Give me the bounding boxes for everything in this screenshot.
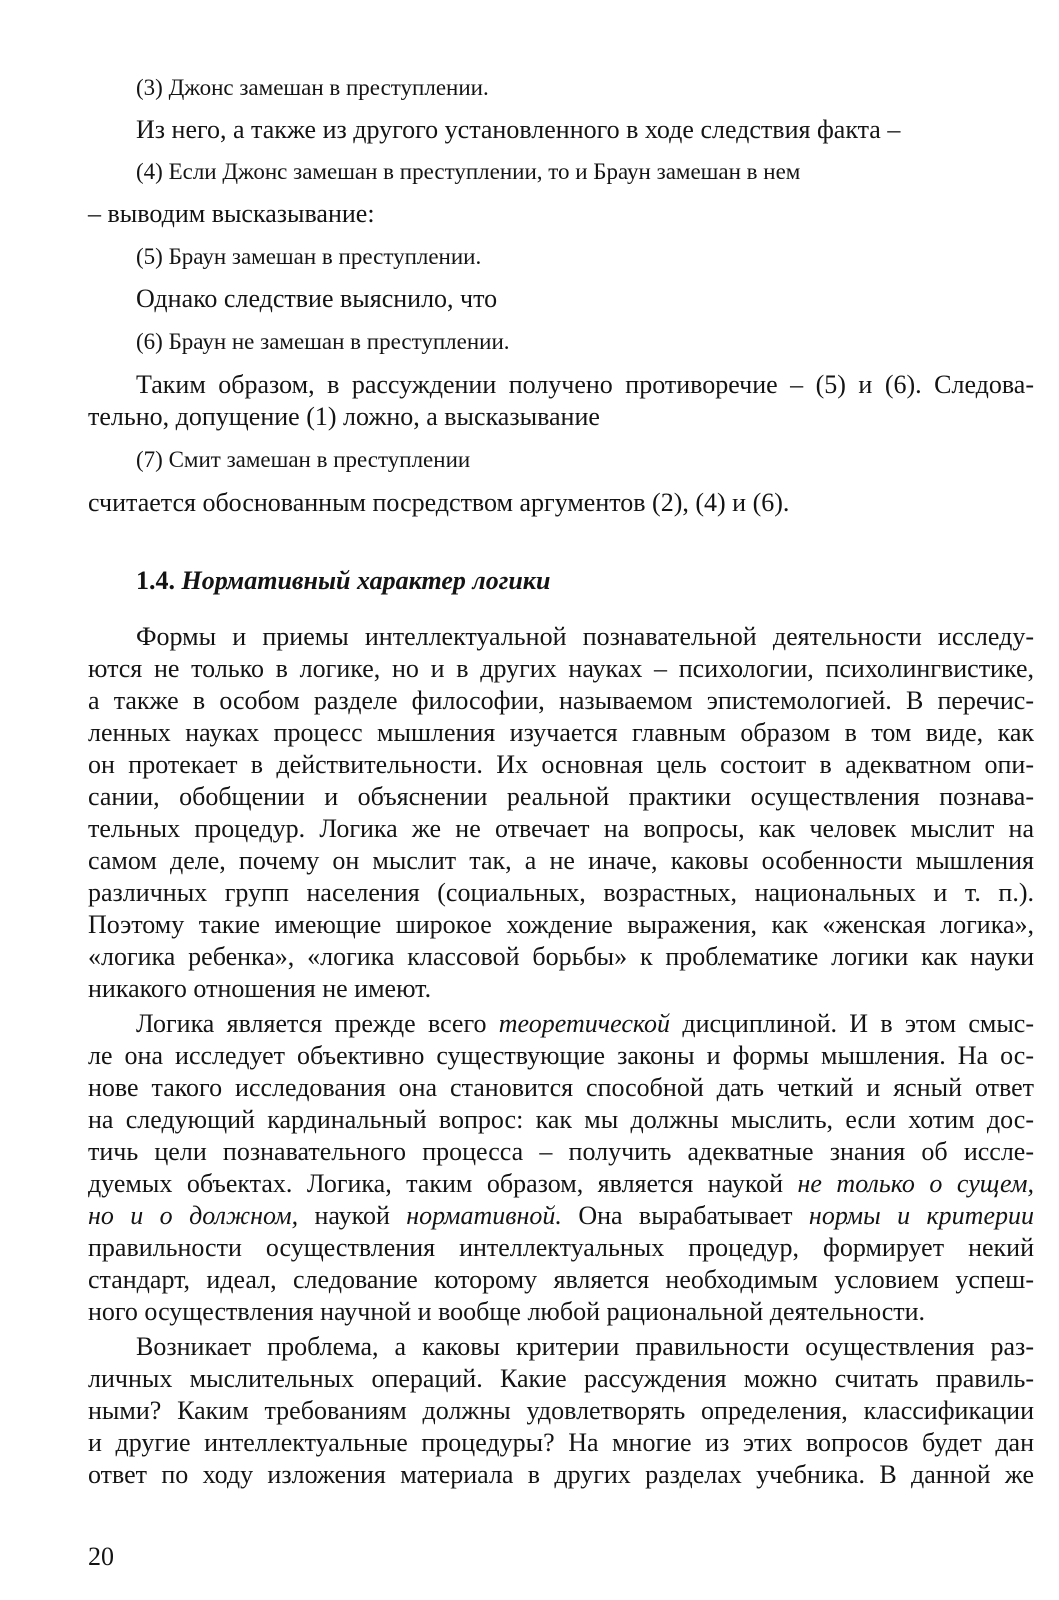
paragraph-1-line: сании, обобщении и объяснении реальной практики осуществления познава- [88, 782, 1034, 811]
text-line: Из него, а также из другого установленного в ходе следствия факта – [136, 115, 901, 144]
paragraph-1-line: он протекает в действительности. Их основная цель состоит в адекватном опи- [88, 750, 1034, 779]
paragraph-2-line: правильности осуществления интеллектуальных процедур, формирует некий [88, 1233, 1034, 1262]
paragraph-2-line: нове такого исследования она становится способной дать четкий и ясный ответ [88, 1073, 1034, 1102]
paragraph-3-line: личных мыслительных операций. Какие рассуждения можно считать правиль- [88, 1364, 1034, 1393]
text-line: Таким образом, в рассуждении получено противоречие – (5) и (6). Следова- [136, 370, 1034, 399]
paragraph-1-line: Формы и приемы интеллектуальной познавательной деятельности исследу- [136, 622, 1034, 651]
paragraph-2-line: стандарт, идеал, следование которому является необходимым условием успеш- [88, 1265, 1034, 1294]
section-number: 1.4. [136, 566, 175, 595]
example-statement-6: (6) Браун не замешан в преступлении. [136, 329, 510, 354]
example-statement-7: (7) Смит замешан в преступлении [136, 447, 471, 472]
text-line: считается обоснованным посредством аргументов (2), (4) и (6). [88, 488, 790, 517]
emphasis: теоретической [498, 1009, 671, 1038]
paragraph-3-line: ными? Каким требованиям должны удовлетворять определения, классификации [88, 1396, 1034, 1425]
paragraph-1-line: а также в особом разделе философии, называемом эпистемологией. В перечис- [88, 686, 1034, 715]
section-heading [136, 566, 550, 596]
paragraph-1-line: Поэтому такие имеющие широкое хождение выражения, как «женская логика», [88, 910, 1034, 939]
example-statement-4: (4) Если Джонс замешан в преступлении, то и Браун замешан в нем [136, 159, 801, 184]
paragraph-2-line: Логика является прежде всего теоретической дисциплиной. И в этом смыс- [136, 1009, 1034, 1038]
paragraph-3-line: и другие интеллектуальные процедуры? На многие из этих вопросов будет дан [88, 1428, 1034, 1457]
example-statement-5: (5) Браун замешан в преступлении. [136, 244, 482, 269]
paragraph-1-line: самом деле, почему он мыслит так, а не иначе, каковы особенности мышления [88, 846, 1034, 875]
paragraph-3-line: ответ по ходу изложения материала в других разделах учебника. В данной же [88, 1460, 1034, 1489]
section-title: Нормативный характер логики [181, 566, 551, 595]
paragraph-1-line: тельных процедур. Логика же не отвечает на вопросы, как человек мыслит на [88, 814, 1034, 843]
paragraph-1-line: ленных науках процесс мышления изучается главным образом в том виде, как [88, 718, 1034, 747]
paragraph-1-line: никакого отношения не имеют. [88, 974, 432, 1003]
text-line: Однако следствие выяснило, что [136, 284, 498, 313]
paragraph-2-line: ле она исследует объективно существующие законы и формы мышления. На ос- [88, 1041, 1034, 1070]
text-line: тельно, допущение (1) ложно, а высказывание [88, 402, 600, 431]
emphasis: но и о должном, [88, 1201, 299, 1230]
paragraph-2-line: на следующий кардинальный вопрос: как мы должны мыслить, если хотим дос- [88, 1105, 1034, 1134]
emphasis: не только о сущем, [797, 1169, 1034, 1198]
page-number: 20 [88, 1542, 114, 1571]
text-line: – выводим высказывание: [88, 199, 375, 228]
emphasis: нормативной. [406, 1201, 562, 1230]
paragraph-1-line: «логика ребенка», «логика классовой борьбы» к проблематике логики как науки [88, 942, 1034, 971]
paragraph-1-line: различных групп населения (социальных, возрастных, национальных и т. п.). [88, 878, 1034, 907]
example-statement-3: (3) Джонс замешан в преступлении. [136, 75, 489, 100]
emphasis: нормы и критерии [808, 1201, 1034, 1230]
paragraph-2-line: дуемых объектах. Логика, таким образом, является наукой не только о сущем, [88, 1169, 1034, 1198]
paragraph-3-line: Возникает проблема, а каковы критерии правильности осуществления раз- [136, 1332, 1034, 1361]
paragraph-2-line: ного осуществления научной и вообще любой рациональной деятельности. [88, 1297, 926, 1326]
paragraph-1-line: ются не только в логике, но и в других науках – психологии, психолингвистике, [88, 654, 1034, 683]
paragraph-2-line: тичь цели познавательного процесса – получить адекватные знания об иссле- [88, 1137, 1034, 1166]
paragraph-2-line: но и о должном, наукой нормативной. Она вырабатывает нормы и критерии [88, 1201, 1034, 1230]
